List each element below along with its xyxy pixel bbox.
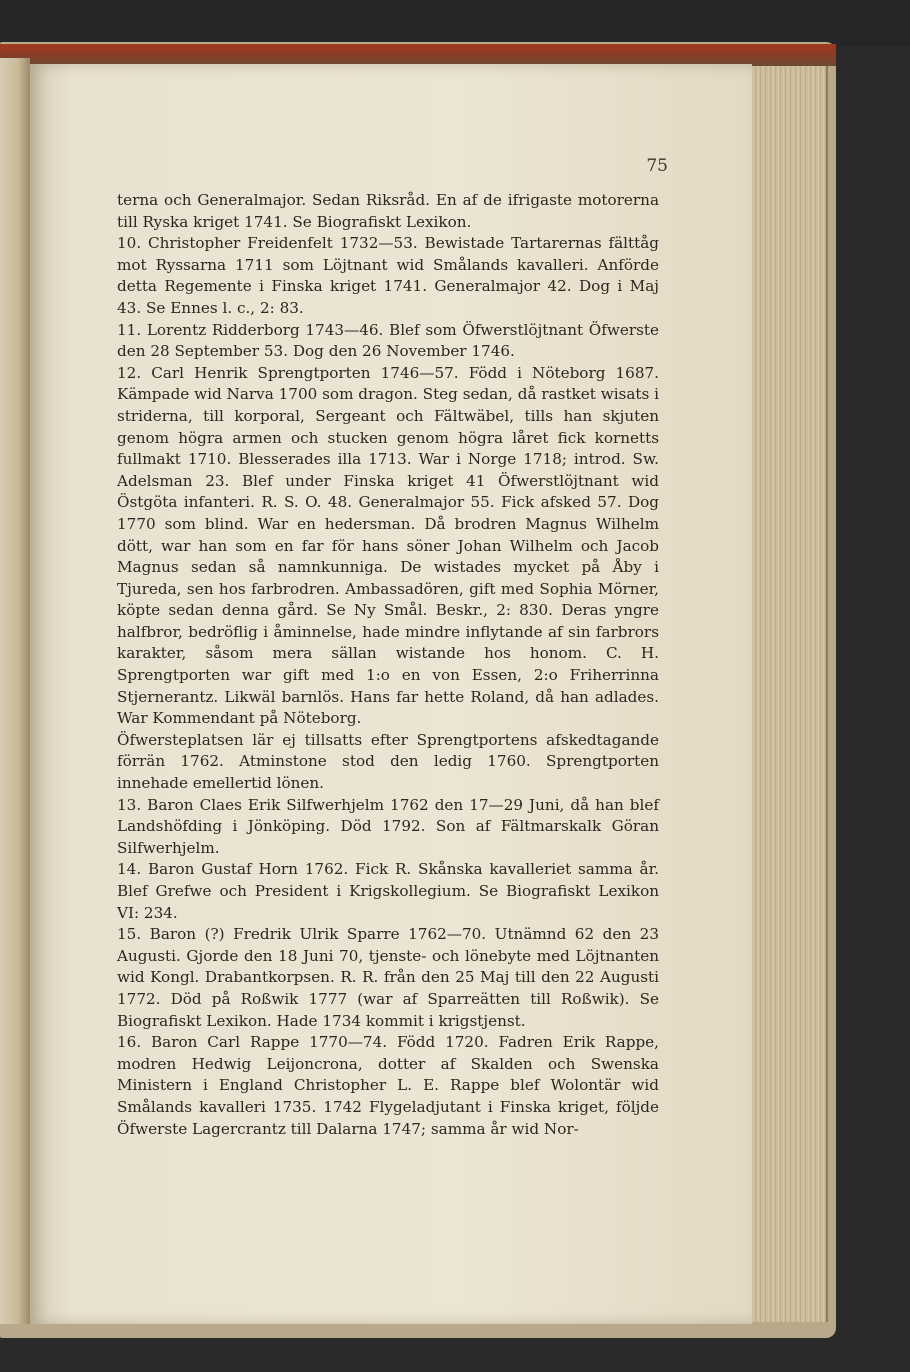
facing-page-edge xyxy=(0,58,30,1324)
paragraph: terna och Generalmajor. Sedan Riksråd. En af de ifrigaste motorerna till Ryska kriget 1741. Se Biografiskt Lexikon. xyxy=(117,191,659,231)
book-cover-edge xyxy=(0,44,836,66)
paragraph: 10. Christopher Freidenfelt 1732—53. Bewistade Tartarernas fälttåg mot Ryssarna 1711 som Löjtnant wid Smålands kavalleri. Anförde detta Regemente i Finska kriget 1741. Generalmajor 42. Dog i Maj 43. Se Ennes l. c., 2: 83. xyxy=(117,234,659,317)
page-stack-edges xyxy=(752,66,828,1322)
paragraph: 12. Carl Henrik Sprengtporten 1746—57. Född i Nöteborg 1687. Kämpade wid Narva 1700 som dragon. Steg sedan, då rastket wisats i striderna, till korporal, Sergeant och Fältwäbel, tills han skjuten genom högra armen och stucken genom högra låret fick kornetts fullmakt 1710. Blesserades illa 1713. War i Norge 1718; introd. Sw. Adelsman 23. Blef under Finska kriget 41 Öfwerstlöjtnant wid Östgöta infanteri. R. S. O. 48. Generalmajor 55. Fick afsked 57. Dog 1770 som blind. War en hedersman. Då brodren Magnus Wilhelm dött, war han som en far för hans söner Johan Wilhelm och Jacob Magnus sedan så namnkunniga. De wistades mycket på Åby i Tjureda, sen hos farbrodren. Ambassadören, gift med Sophia Mörner, köpte sedan denna gård. Se Ny Smål. Beskr., 2: 830. Deras yngre halfbror, bedröflig i åminnelse, hade mindre inflytande af sin farbrors karakter, såsom mera sällan wistande hos honom. C. H. Sprengtporten war gift med 1:o en von Essen, 2:o Friherrinna Stjernerantz. Likwäl barnlös. Hans far hette Roland, då han adlades. War Kommendant på Nöteborg. xyxy=(117,363,659,728)
paragraph: 13. Baron Claes Erik Silfwerhjelm 1762 den 17—29 Juni, då han blef Landshöfding i Jönköping. Död 1792. Son af Fältmarskalk Göran Silfwerhjelm. xyxy=(117,795,659,857)
paragraph: 16. Baron Carl Rappe 1770—74. Född 1720. Fadren Erik Rappe, modren Hedwig Leijoncrona, dotter af Skalden och Swenska Ministern i England Christopher L. E. Rappe blef Wolontär wid Smålands kavalleri 1735. 1742 Flygeladjutant i Finska kriget, följde Öfwerste Lagercrantz till Dalarna 1747; samma år wid Nor- xyxy=(117,1033,659,1138)
paragraph: Öfwersteplatsen lär ej tillsatts efter Sprengtportens afskedtagande förrän 1762. Atminstone stod den ledig 1760. Sprengtporten innehade emellertid lönen. xyxy=(117,730,659,793)
paragraph: 11. Lorentz Ridderborg 1743—46. Blef som Öfwerstlöjtnant Öfwerste den 28 September 53. Dog den 26 November 1746. xyxy=(117,320,659,361)
page-text xyxy=(117,190,659,1140)
page-number: 75 xyxy=(646,156,668,176)
paragraph: 14. Baron Gustaf Horn 1762. Fick R. Skånska kavalleriet samma år. Blef Grefwe och President i Krigskollegium. Se Biografiskt Lexikon VI: 234. xyxy=(117,860,659,922)
paragraph: 15. Baron (?) Fredrik Ulrik Sparre 1762—70. Utnämnd 62 den 23 Augusti. Gjorde den 18 Juni 70, tjenste- och lönebyte med Löjtnanten wid Kongl. Drabantkorpsen. R. R. från den 25 Maj till den 22 Augusti 1772. Död på Roßwik 1777 (war af Sparreätten till Roßwik). Se Biografiskt Lexikon. Hade 1734 kommit i krigstjenst. xyxy=(117,925,659,1030)
scan-background-top xyxy=(0,0,910,46)
